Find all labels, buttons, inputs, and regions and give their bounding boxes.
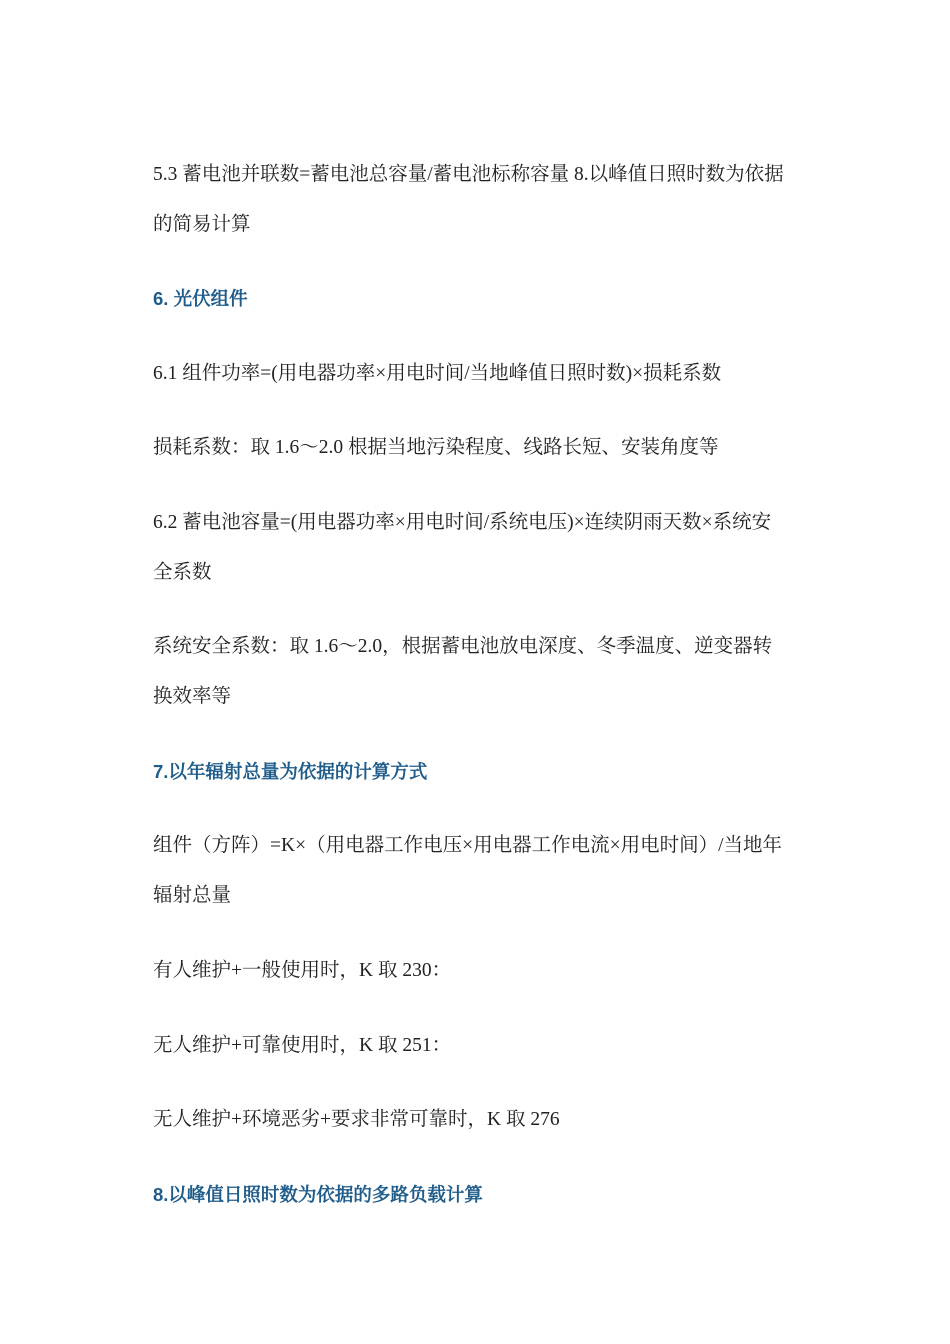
text-line: 换效率等 [153,686,232,707]
paragraph-k-251: 无人维护+可靠使用时，K 取 251： [153,1035,452,1056]
text-line: 组件（方阵）=K×（用电器工作电压×用电器工作电流×用电时间）/当地年 [153,835,782,856]
text-line: 的简易计算 [153,214,251,235]
text-line: 5.3 蓄电池并联数=蓄电池总容量/蓄电池标称容量 8.以峰值日照时数为依据 [153,164,784,185]
section-heading-multi-load: 8.以峰值日照时数为依据的多路负载计算 [153,1184,483,1205]
text-line: 全系数 [153,562,212,583]
text-line: 6.2 蓄电池容量=(用电器功率×用电时间/系统电压)×连续阴雨天数×系统安 [153,512,772,533]
paragraph-module-power: 6.1 组件功率=(用电器功率×用电时间/当地峰值日照时数)×损耗系数 [153,363,722,384]
section-heading-annual-radiation: 7.以年辐射总量为依据的计算方式 [153,761,428,782]
paragraph-k-230: 有人维护+一般使用时，K 取 230： [153,960,452,981]
text-line: 系统安全系数：取 1.6～2.0，根据蓄电池放电深度、冬季温度、逆变器转 [153,636,773,657]
paragraph-safety-factor [153,622,803,722]
section-heading-pv-module: 6. 光伏组件 [153,288,248,309]
paragraph-array-formula [153,821,803,921]
text-line: 辐射总量 [153,885,232,906]
paragraph-battery-parallel [153,150,803,250]
paragraph-loss-factor: 损耗系数：取 1.6～2.0 根据当地污染程度、线路长短、安装角度等 [153,437,719,458]
paragraph-k-276: 无人维护+环境恶劣+要求非常可靠时，K 取 276 [153,1109,560,1130]
paragraph-battery-capacity [153,498,803,598]
